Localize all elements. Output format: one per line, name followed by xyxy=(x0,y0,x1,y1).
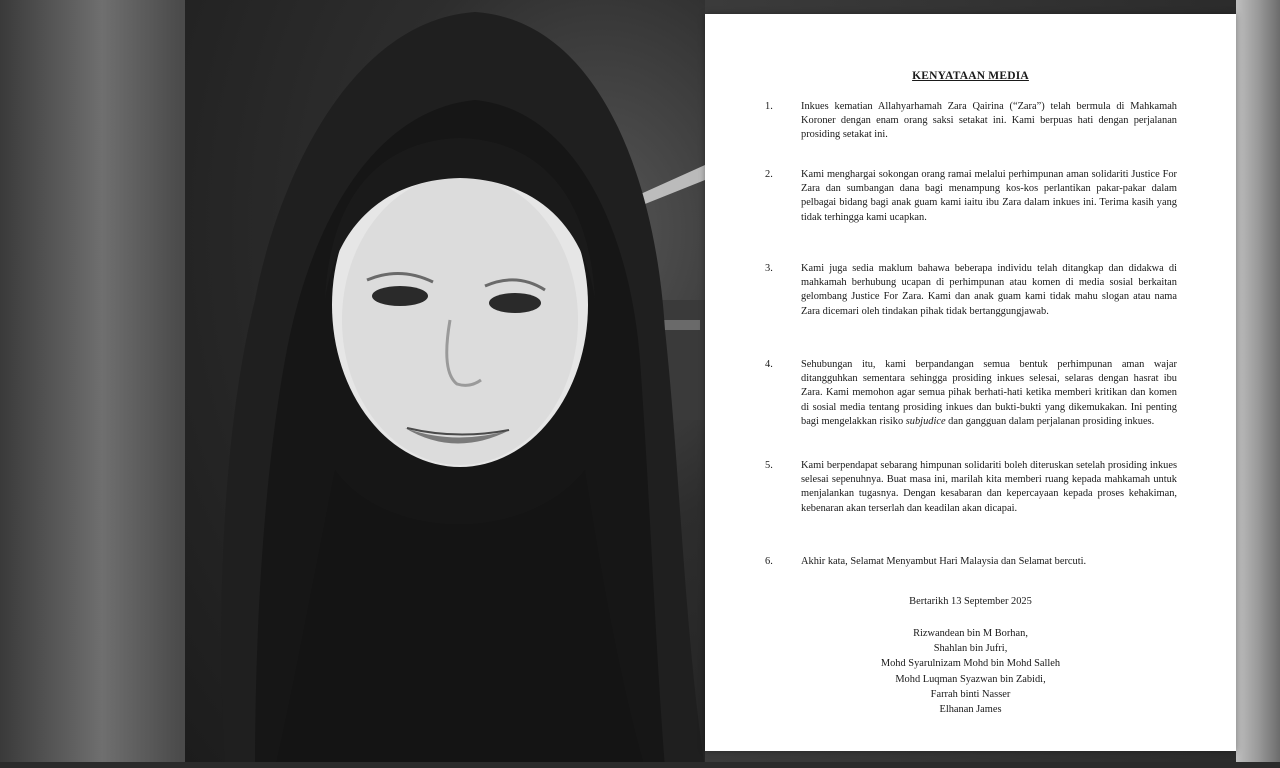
signatory-name: Rizwandean bin M Borhan, xyxy=(913,628,1028,639)
paragraph-text: Kami juga sedia maklum bahawa beberapa individu telah ditangkap dan didakwa di mahkamah berhubung ucapan di perhimpunan atau komen di media sosial berkaitan gelombang Justice For Zara. Kami dan anak guam kami tidak mahu slogan atau nama Zara dicemari oleh tindakan pihak tidak bertanggungjawab. xyxy=(801,263,1177,317)
italic-term: subjudice xyxy=(905,415,946,427)
paragraph-number: 4. xyxy=(765,359,773,370)
paragraph-text: Akhir kata, Selamat Menyambut Hari Malaysia dan Selamat bercuti. xyxy=(801,556,1087,567)
paragraph-text: Kami menghargai sokongan orang ramai melalui perhimpunan aman solidariti Justice For Zara dan sumbangan dana bagi menampung kos-kos perlantikan pakar-pakar dalam pelbagai bidang bagi anak guam kami iaitu ibu Zara dalam inkues ini. Terima kasih yang tidak terhingga kami ucapkan. xyxy=(801,169,1177,223)
paragraph-number: 1. xyxy=(765,101,773,112)
paragraph-text: Inkues kematian Allahyarhamah Zara Qairina (“Zara”) telah bermula di Mahkamah Koroner dengan enam orang saksi setakat ini. Kami berpuas hati dengan perjalanan prosiding setakat ini. xyxy=(801,101,1177,141)
paragraph-number: 6. xyxy=(765,556,773,567)
paragraph-number: 5. xyxy=(765,460,773,471)
background-strip xyxy=(1236,0,1280,768)
signatories xyxy=(705,626,1236,717)
media-statement-document xyxy=(705,14,1236,751)
signatory-name: Elhanan James xyxy=(939,704,1002,716)
paragraph-number: 2. xyxy=(765,169,773,180)
signatory-name: Shahlan bin Jufri, xyxy=(933,643,1008,655)
paragraph-number: 3. xyxy=(765,263,773,274)
paragraph-text: Kami berpendapat sebarang himpunan solidariti boleh diteruskan setelah prosiding inkues selesai sepenuhnya. Buat masa ini, marilah kita memberi ruang kepada mahkamah untuk menjalankan tugasnya. Dengan kesabaran dan kepercayaan kepada proses kehakiman, kebenaran akan terserlah dan keadilan akan dicapai. xyxy=(801,460,1177,514)
portrait-photo xyxy=(185,0,705,768)
signatory-name: Mohd Syarulnizam Mohd bin Mohd Salleh xyxy=(880,658,1061,670)
paragraph-text: Sehubungan itu, kami berpandangan semua bentuk perhimpunan aman wajar ditangguhkan sementara sehingga prosiding inkues selesai, selaras dengan hasrat ibu Zara. Kami memohon agar semua pihak berhati-hati ketika memberi kritikan dan komen di sosial media tentang prosiding inkues dan bukti-bukti yang dikemukakan. Ini penting bagi mengelakkan risiko subjudice dan gangguan dalam perjalanan prosiding inkues. xyxy=(801,359,1177,427)
document-title: KENYATAAN MEDIA xyxy=(912,70,1029,82)
divider xyxy=(0,762,1280,768)
portrait-illustration xyxy=(185,0,705,768)
signatory-name: Mohd Luqman Syazwan bin Zabidi, xyxy=(895,673,1046,685)
statement-date: Bertarikh 13 September 2025 xyxy=(909,596,1032,607)
signatory-name: Farrah binti Nasser xyxy=(930,688,1011,700)
